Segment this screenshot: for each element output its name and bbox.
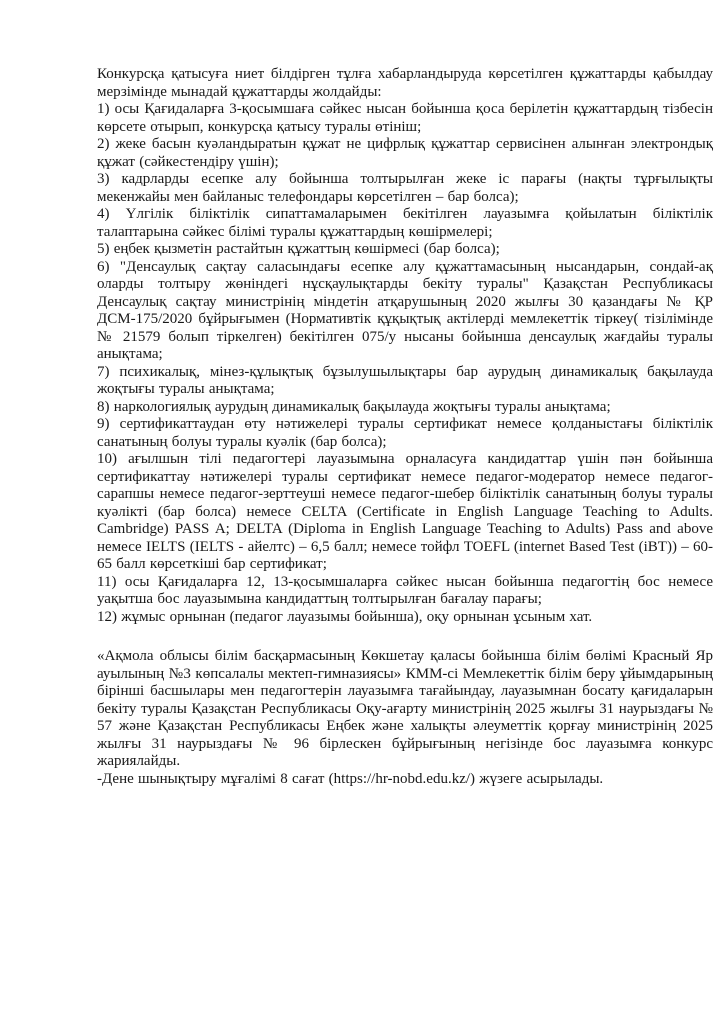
list-item-5: 5) еңбек қызметін растайтын құжаттың көшірмесі (бар болса);: [97, 241, 500, 257]
paragraph-intro: Конкурсқа қатысуға ниет білдірген тұлға хабарландыруда көрсетілген құжаттарды қабылдау мерзімінде мынадай құжаттарды жолдайды:: [97, 66, 713, 100]
list-item-4: 4) Үлгілік біліктілік сипаттамаларымен бекітілген лауазымға қойылатын біліктілік талаптарына сәйкес білімі туралы құжаттардың көшірмелері;: [97, 206, 713, 240]
list-item-1: 1) осы Қағидаларға 3-қосымшаға сәйкес нысан бойынша қоса берілетін құжаттардың тізбесін көрсете отырып, конкурсқа қатысу туралы өтініш;: [97, 101, 713, 135]
list-item-3: 3) кадрларды есепке алу бойынша толтырылған жеке іс парағы (нақты тұрғылықты мекенжайы мен байланыс телефондары көрсетілген – бар болса);: [97, 171, 713, 205]
list-item-12: 12) жұмыс орнынан (педагог лауазымы бойынша), оқу орнынан ұсыным хат.: [97, 608, 593, 625]
list-item-11: 11) осы Қағидаларға 12, 13-қосымшаларға сәйкес нысан бойынша педагогтің бос немесе уақытша бос лауазымына кандидаттың толтырылған бағалау парағы;: [97, 573, 713, 607]
paragraph-announcement: «Ақмола облысы білім басқармасының Көкшетау қаласы бойынша білім бөлімі Красный Яр ауылының №3 көпсалалы мектеп-гимназиясы» КММ-сі Мемлекеттік білім беру ұйымдарының бірінші басшылары мен педагогтерін лауазымға тағайындау, лауазымнан босату қағидаларын бекіту туралы Қазақстан Республикасы Оқу-ағарту министрінің 2025 жылғы 31 наурыздағы № 57 және Қазақстан Республикасы Еңбек және халықты әлеуметтік қорғау министрінің 2025 жылғы 31 наурыздағы № 96 бірлескен бұйрығының негізінде бос лауазымға конкурс жариялайды.: [97, 648, 713, 769]
list-item-10: 10) ағылшын тілі педагогтері лауазымына орналасуға кандидаттар үшін пән бойынша сертификаттау нәтижелері туралы сертификат немесе педагог-модератор немесе педагог-сарапшы немесе педагог-зерттеуші немесе педагог-шебер біліктілік санатының болуы туралы куәлікті (бар болса) немесе CELTA (Certificate in English Language Teaching to Adults. Cambridge) PASS A; DELTA (Diploma in English Language Teaching to Adults) Pass and above немесе IELTS (IELTS - айелтс) – 6,5 балл; немесе тойфл TOEFL (internet Based Test (iBT)) – 60-65 балл көрсеткіші бар сертификат;: [97, 451, 713, 572]
list-item-7: 7) психикалық, мінез-құлықтық бұзылушылықтары бар аурудың динамикалық бақылауда жоқтығы туралы анықтама;: [97, 363, 713, 397]
list-item-8: 8) наркологиялық аурудың динамикалық бақылауда жоқтығы туралы анықтама;: [97, 398, 611, 415]
paragraph-footnote: -Дене шынықтыру мұғалімі 8 сағат (https://hr-nobd.edu.kz/) жүзеге асырылады.: [97, 770, 604, 787]
list-item-2: 2) жеке басын куәландыратын құжат не цифрлық құжаттар сервисінен алынған электрондық құжат (сәйкестендіру үшін);: [97, 136, 713, 170]
document-text-block: [97, 66, 713, 788]
list-item-6: 6) "Денсаулық сақтау саласындағы есепке алу құжаттамасының нысандарын, сондай-ақ оларды толтыру жөніндегі нұсқаулықтарды бекіту туралы" Қазақстан Республикасы Денсаулық сақтау министрінің міндетін атқарушының 2020 жылғы 30 қазандағы № ҚР ДСМ-175/2020 бұйрығымен (Нормативтік құқықтық актілерді мемлекеттік тіркеу( тізілімінде № 21579 болып тіркелген) бекітілген 075/у нысаны бойынша денсаулық жағдайы туралы анықтама;: [97, 258, 713, 362]
list-item-9: 9) сертификаттаудан өту нәтижелері туралы сертификат немесе қолданыстағы біліктілік санатының болуы туралы куәлік (бар болса);: [97, 416, 713, 450]
